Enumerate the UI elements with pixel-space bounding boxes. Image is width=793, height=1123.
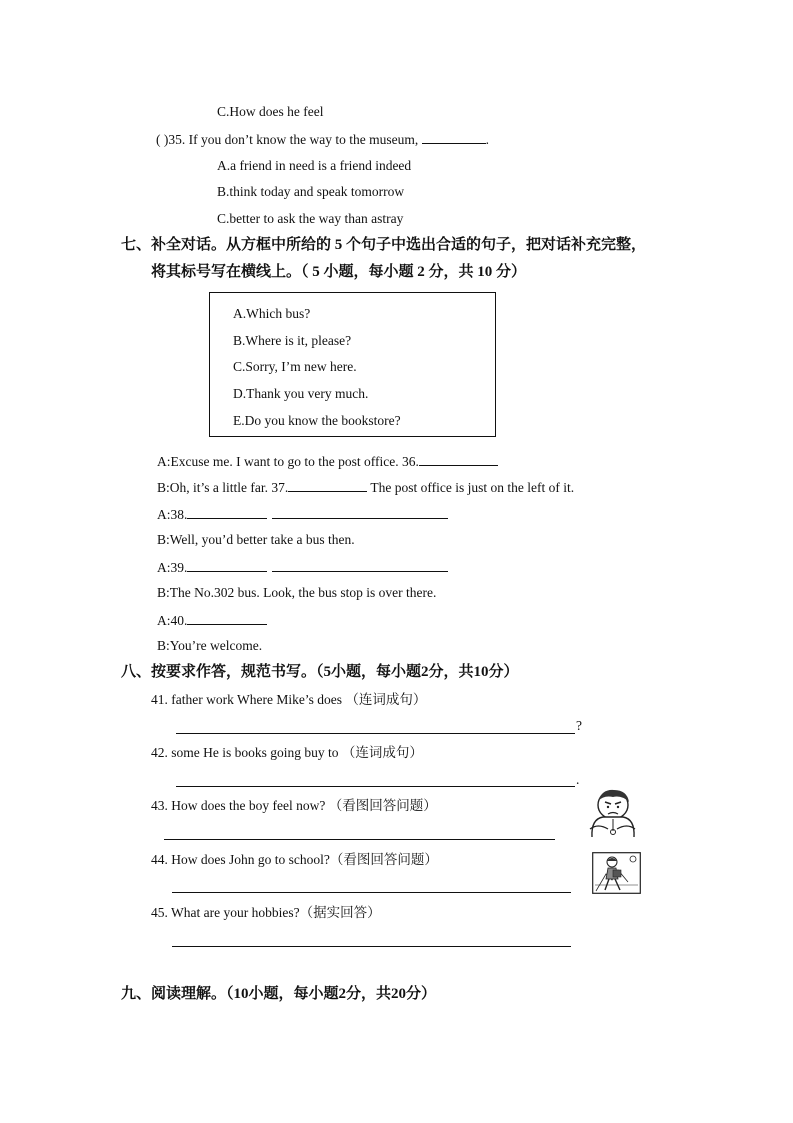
box-option-d: D.Thank you very much. [233,386,369,401]
dialogue-line-welcome: B:You’re welcome. [157,638,263,653]
answer-blank-39[interactable] [187,558,267,572]
dialogue-line-40 [157,611,267,630]
options-box [209,292,496,437]
dialogue-text-37b: The post office is just on the left of it. [367,480,575,495]
q35-end: . [485,132,489,147]
write-line-39[interactable] [272,558,448,572]
section7-title-line2: 将其标号写在横线上。（ 5 小题，每小题 2 分，共 10 分） [151,264,527,280]
q35-option-a: A.a friend in need is a friend indeed [217,158,412,173]
q42-answer-line[interactable] [176,786,575,787]
q35-stem: 35. If you don’t know the way to the museum, [168,132,422,147]
q43-prompt: 43. How does the boy feel now? （看图回答问题） [151,798,437,813]
dialogue-line-well: B:Well, you’d better take a bus then. [157,532,355,547]
box-option-c: C.Sorry, I’m new here. [233,359,357,374]
q42-prompt: 42. some He is books going buy to （连词成句） [151,745,423,760]
dialogue-line-38 [157,505,448,524]
dialogue-text-40: A:40. [157,613,188,628]
dialogue-text-36: A:Excuse me. I want to go to the post office. 36. [157,454,419,469]
answer-blank-37[interactable] [288,478,367,492]
box-option-a: A.Which bus? [233,306,311,321]
q34-option-c: C.How does he feel [217,104,324,119]
answer-blank-40[interactable] [187,611,267,625]
q35-line [156,130,489,149]
dialogue-line-36 [157,452,498,471]
q35-answer-paren[interactable]: ( ) [156,132,169,147]
q41-answer-line[interactable] [176,733,575,734]
dialogue-text-38: A:38. [157,507,188,522]
answer-blank-36[interactable] [419,452,498,466]
section9-title: 九、阅读理解。（10小题，每小题2分，共20分） [121,986,437,1002]
dialogue-line-39 [157,558,448,577]
q35-blank[interactable] [422,130,486,144]
q44-answer-line[interactable] [172,892,571,893]
q44-prompt: 44. How does John go to school?（看图回答问题） [151,852,438,867]
q41-prompt: 41. father work Where Mike’s does （连词成句） [151,692,427,707]
dialogue-text-37a: B:Oh, it’s a little far. 37. [157,480,289,495]
boy-walking-illustration [592,852,641,894]
q41-end: ? [576,718,582,733]
q45-prompt: 45. What are your hobbies?（据实回答） [151,905,381,920]
write-line-38[interactable] [272,505,448,519]
q35-option-c: C.better to ask the way than astray [217,211,404,226]
dialogue-line-37 [157,478,574,497]
dialogue-text-39: A:39. [157,560,188,575]
q42-end: . [576,772,580,787]
q45-answer-line[interactable] [172,946,571,947]
section8-title: 八、按要求作答，规范书写。（5小题，每小题2分，共10分） [121,664,519,680]
section7-title-line1: 七、补全对话。从方框中所给的 5 个句子中选出合适的句子，把对话补充完整， [121,237,647,253]
answer-blank-38[interactable] [187,505,267,519]
q35-option-b: B.think today and speak tomorrow [217,184,405,199]
box-option-b: B.Where is it, please? [233,333,352,348]
angry-boy-illustration [586,785,639,840]
q43-answer-line[interactable] [164,839,555,840]
box-option-e: E.Do you know the bookstore? [233,413,401,428]
dialogue-line-bus: B:The No.302 bus. Look, the bus stop is over there. [157,585,437,600]
